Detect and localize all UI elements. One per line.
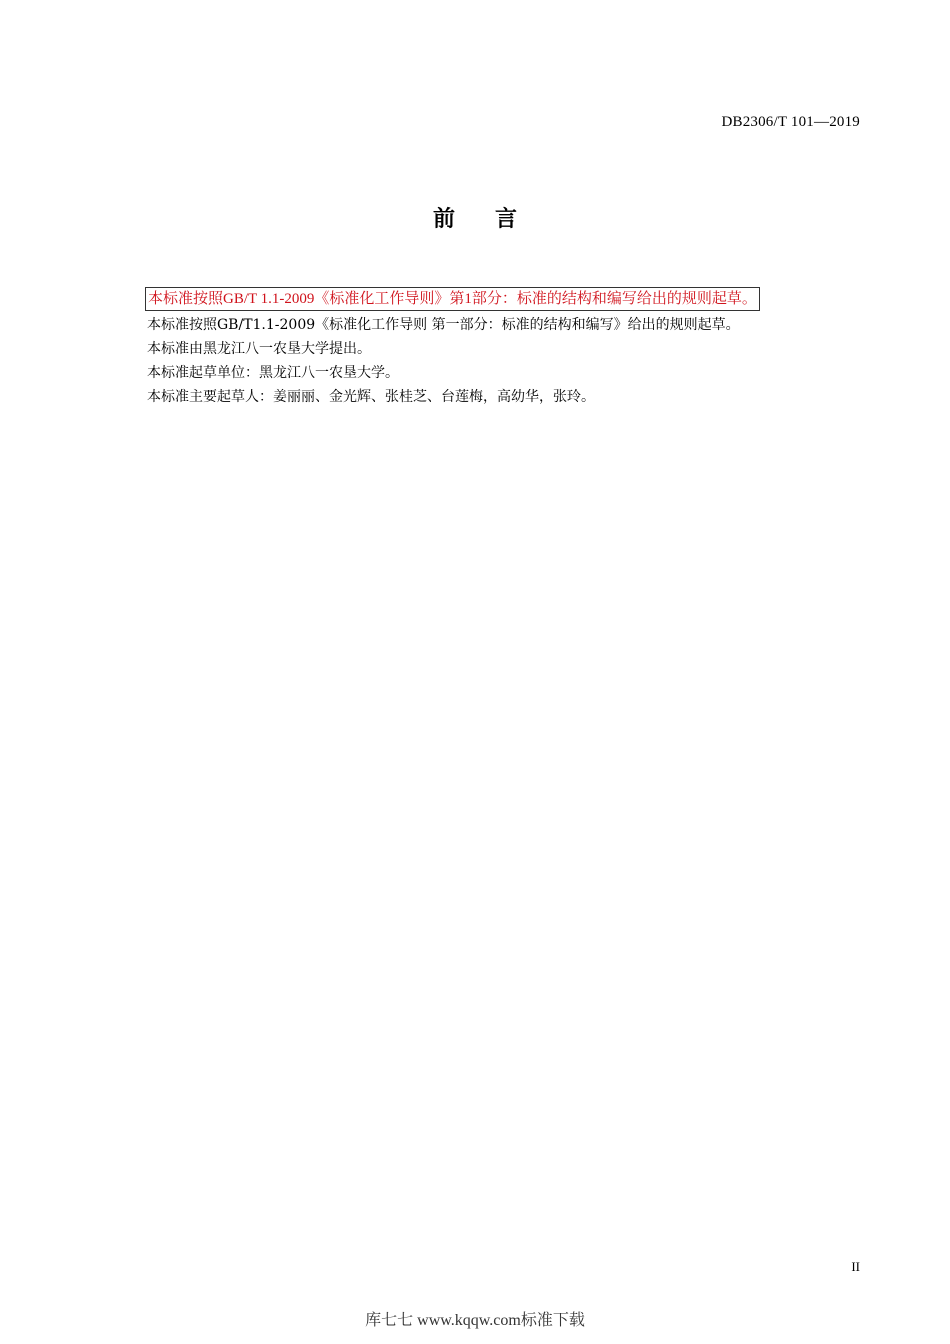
foreword-body	[147, 287, 847, 409]
highlighted-paragraph: 本标准按照GB/T 1.1-2009《标准化工作导则》第1部分：标准的结构和编写给出的规则起草。	[145, 287, 760, 311]
paragraph-drafting-unit: 本标准起草单位：黑龙江八一农垦大学。	[147, 365, 399, 381]
document-code: DB2306/T 101—2019	[721, 114, 860, 130]
paragraph-drafting-rules: 本标准按照GB/T1.1-2009《标准化工作导则 第一部分：标准的结构和编写》给出的规则起草。	[147, 317, 740, 333]
page-number: II	[851, 1259, 860, 1274]
page-title: 前言	[432, 207, 557, 232]
paragraph-proposer: 本标准由黑龙江八一农垦大学提出。	[147, 341, 371, 357]
footer-watermark: 库七七 www.kqqw.com标准下载	[365, 1312, 585, 1329]
paragraph-drafters: 本标准主要起草人：姜丽丽、金光辉、张桂芝、台莲梅，高幼华，张玲。	[147, 389, 595, 405]
